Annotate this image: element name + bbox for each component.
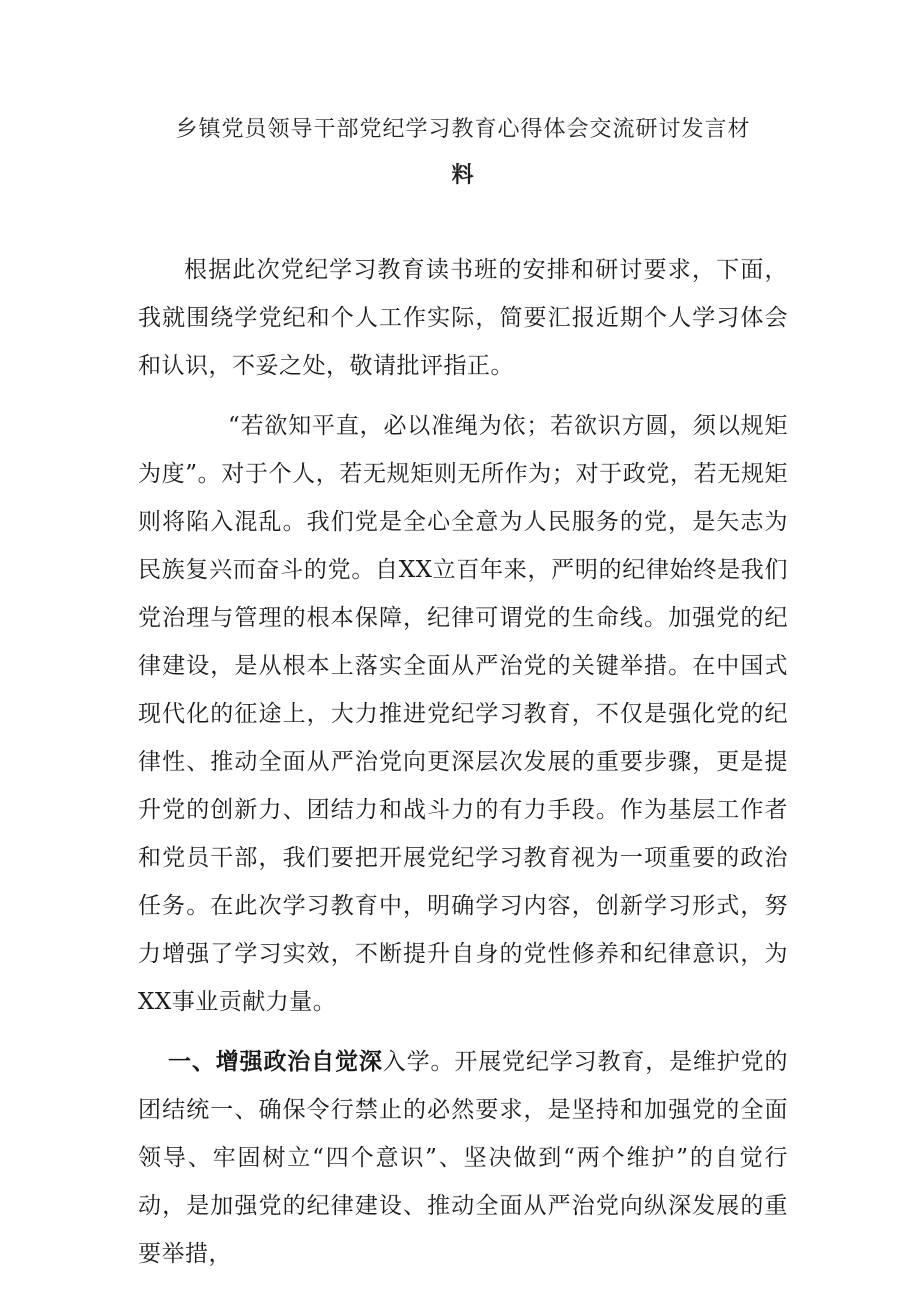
document-title-continuation: 料 <box>451 162 475 188</box>
document-body <box>138 246 788 1278</box>
document-title: 乡镇党员领导干部党纪学习教育心得体会交流研讨发言材 <box>175 117 751 142</box>
body-paragraph: “若欲知平直，必以准绳为依；若欲识方圆，须以规矩为度”。对于个人，若无规矩则无所作为；对于政党，若无规矩则将陷入混乱。我们党是全心全意为人民服务的党，是矢志为民族复兴而奋斗的党。自XX立百年来，严明的纪律始终是我们党治理与管理的根本保障，纪律可谓党的生命线。加强党的纪律建设，是从根本上落实全面从严治党的关键举措。在中国式现代化的征途上，大力推进党纪学习教育，不仅是强化党的纪律性、推动全面从严治党向更深层次发展的重要步骤，更是提升党的创新力、团结力和战斗力的有力手段。作为基层工作者和党员干部，我们要把开展党纪学习教育视为一项重要的政治任务。在此次学习教育中，明确学习内容，创新学习形式，努力增强了学习实效，不断提升自身的党性修养和纪律意识，为XX事业贡献力量。 <box>138 413 788 1015</box>
section-heading: 一、增强政治自觉深 <box>168 1048 383 1075</box>
intro-paragraph: 根据此次党纪学习教育读书班的安排和研讨要求，下面，我就围绕学党纪和个人工作实际，简要汇报近期个人学习体会和认识，不妥之处，敬请批评指正。 <box>138 257 788 379</box>
section-text: 入学。开展党纪学习教育，是维护党的团结统一、确保令行禁止的必然要求，是坚持和加强党的全面领导、牢固树立“四个意识”、坚决做到“两个维护”的自觉行动，是加强党的纪律建设、推动全面从严治党向纵深发展的重要举措， <box>138 1049 789 1267</box>
section-paragraph <box>138 1038 788 1278</box>
